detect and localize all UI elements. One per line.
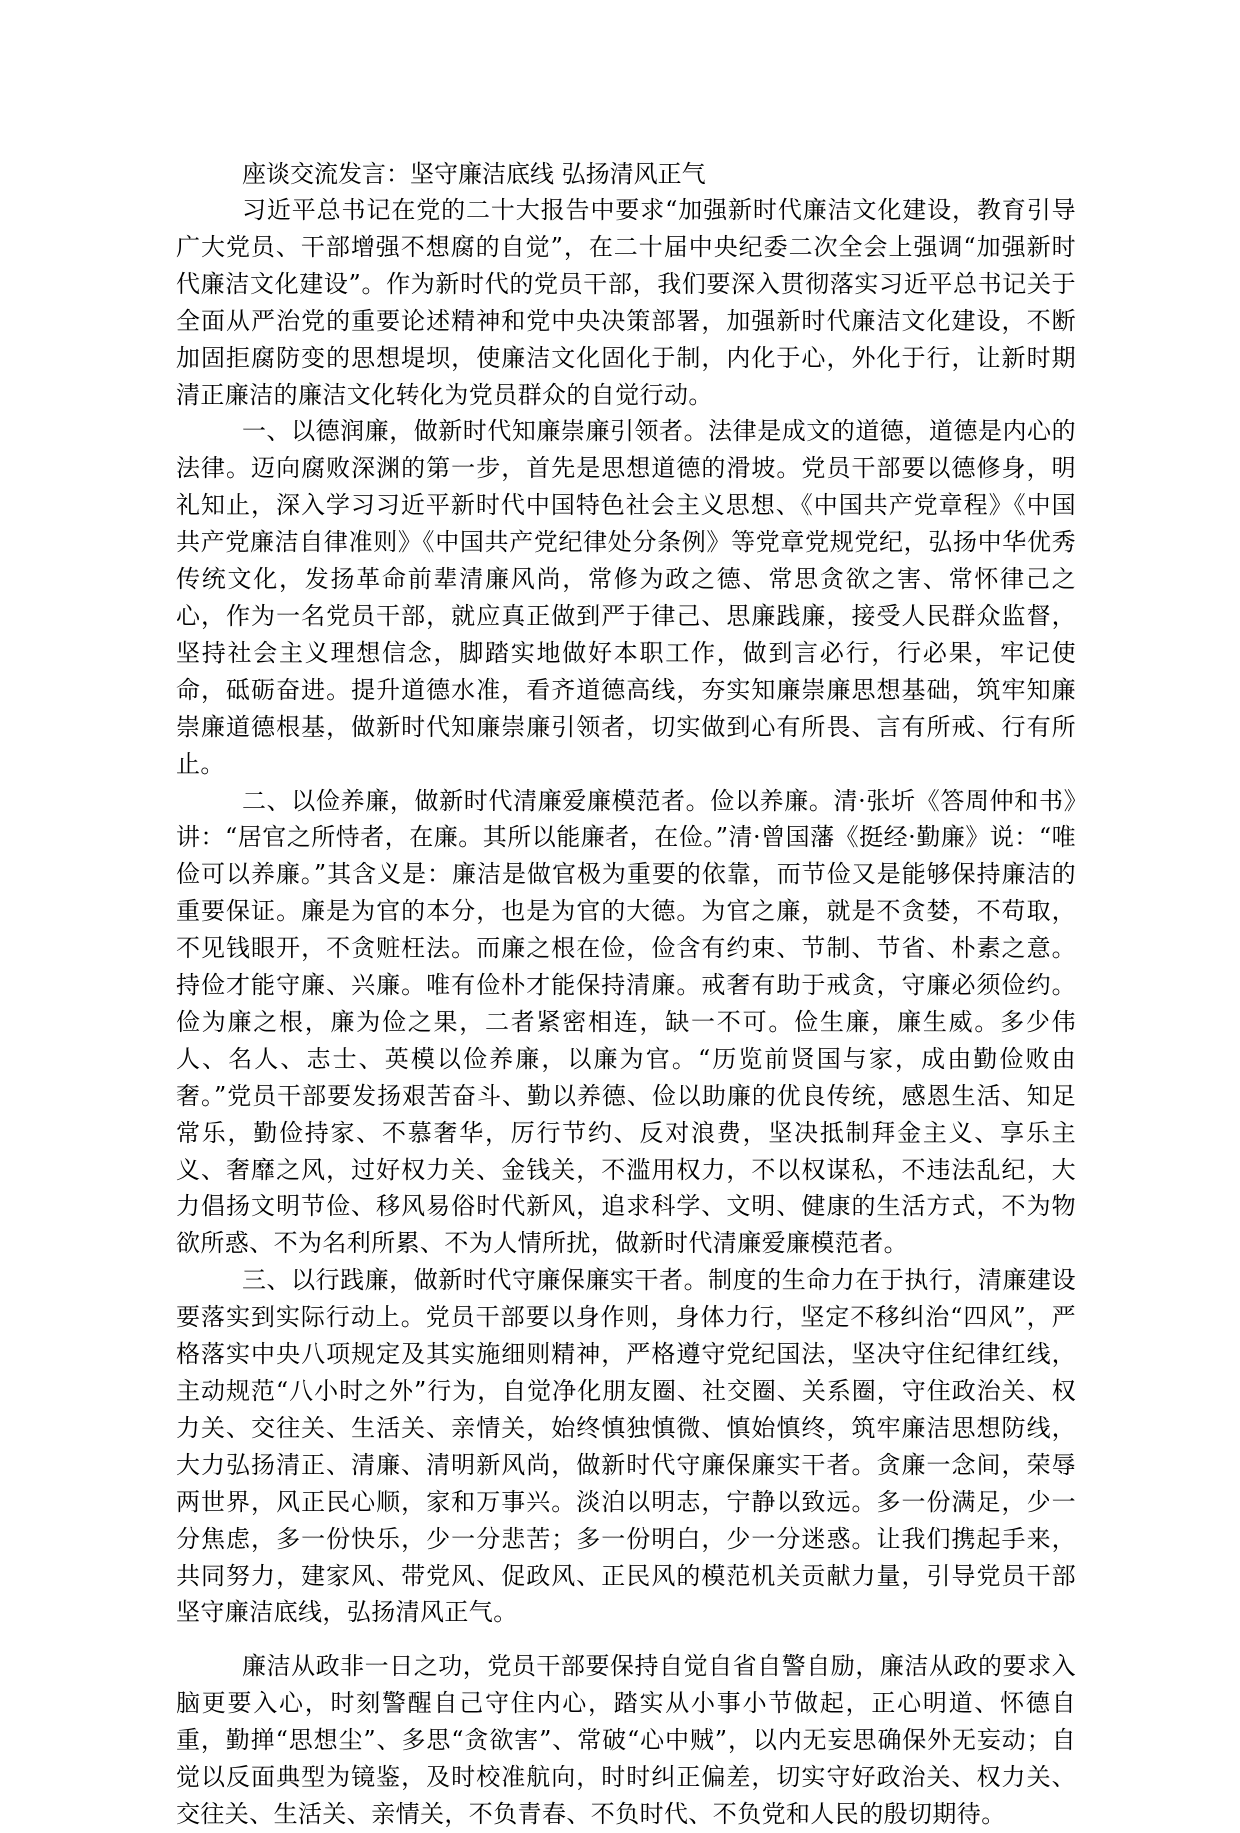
section-two-paragraph: 二、以俭养廉，做新时代清廉爱廉模范者。俭以养廉。清·张圻《答周仲和书》讲：“居官之所恃者，在廉。其所以能廉者，在俭。”清·曾国藩《挺经·勤廉》说：“唯俭可以养廉。”其含义是：廉洁是做官极为重要的依靠，而节俭又是能够保持廉洁的重要保证。廉是为官的本分，也是为官的大德。为官之廉，就是不贪婪，不苟取，不见钱眼开，不贪赃枉法。而廉之根在俭，俭含有约束、节制、节省、朴素之意。持俭才能守廉、兴廉。唯有俭朴才能保持清廉。戒奢有助于戒贪，守廉必须俭约。俭为廉之根，廉为俭之果，二者紧密相连，缺一不可。俭生廉，廉生威。多少伟人、名人、志士、英模以俭养廉，以廉为官。“历览前贤国与家，成由勤俭败由奢。”党员干部要发扬艰苦奋斗、勤以养德、俭以助廉的优良传统，感恩生活、知足常乐，勤俭持家、不慕奢华，厉行节约、反对浪费，坚决抵制拜金主义、享乐主义、奢靡之风，过好权力关、金钱关，不滥用权力，不以权谋私，不违法乱纪，大力倡扬文明节俭、移风易俗时代新风，追求科学、文明、健康的生活方式，不为物欲所惑、不为名利所累、不为人情所扰，做新时代清廉爱廉模范者。 bbox=[176, 786, 1076, 1258]
section-one-paragraph: 一、以德润廉，做新时代知廉崇廉引领者。法律是成文的道德，道德是内心的法律。迈向腐败深渊的第一步，首先是思想道德的滑坡。党员干部要以德修身，明礼知止，深入学习习近平新时代中国特色社会主义思想、《中国共产党章程》《中国共产党廉洁自律准则》《中国共产党纪律处分条例》等党章党规党纪，弘扬中华优秀传统文化，发扬革命前辈清廉风尚，常修为政之德、常思贪欲之害、常怀律己之心，作为一名党员干部，就应真正做到严于律己、思廉践廉，接受人民群众监督，坚持社会主义理想信念，脚踏实地做好本职工作，做到言必行，行必果，牢记使命，砥砺奋进。提升道德水准，看齐道德高线，夯实知廉崇廉思想基础，筑牢知廉崇廉道德根基，做新时代知廉崇廉引领者，切实做到心有所畏、言有所戒、行有所止。 bbox=[176, 417, 1076, 778]
document-page bbox=[176, 156, 1076, 1833]
section-three-paragraph: 三、以行践廉，做新时代守廉保廉实干者。制度的生命力在于执行，清廉建设要落实到实际行动上。党员干部要以身作则，身体力行，坚定不移纠治“四风”，严格落实中央八项规定及其实施细则精神，严格遵守党纪国法，坚决守住纪律红线，主动规范“八小时之外”行为，自觉净化朋友圈、社交圈、关系圈，守住政治关、权力关、交往关、生活关、亲情关，始终慎独慎微、慎始慎终，筑牢廉洁思想防线，大力弘扬清正、清廉、清明新风尚，做新时代守廉保廉实干者。贪廉一念间，荣辱两世界，风正民心顺，家和万事兴。淡泊以明志，宁静以致远。多一份满足，少一分焦虑，多一份快乐，少一分悲苦；多一份明白，少一分迷惑。让我们携起手来，共同努力，建家风、带党风、促政风、正民风的模范机关贡献力量，引导党员干部坚守廉洁底线，弘扬清风正气。 bbox=[176, 1266, 1076, 1627]
document-title: 座谈交流发言：坚守廉洁底线 弘扬清风正气 bbox=[242, 160, 706, 188]
closing-paragraph: 廉洁从政非一日之功，党员干部要保持自觉自省自警自励，廉洁从政的要求入脑更要入心，时刻警醒自己守住内心，踏实从小事小节做起，正心明道、怀德自重，勤掸“思想尘”、多思“贪欲害”、常破“心中贼”，以内无妄思确保外无妄动；自觉以反面典型为镜鉴，及时校准航向，时时纠正偏差，切实守好政治关、权力关、交往关、生活关、亲情关，不负青春、不负时代、不负党和人民的殷切期待。 bbox=[176, 1652, 1076, 1828]
intro-paragraph: 习近平总书记在党的二十大报告中要求“加强新时代廉洁文化建设，教育引导广大党员、干部增强不想腐的自觉”，在二十届中央纪委二次全会上强调“加强新时代廉洁文化建设”。作为新时代的党员干部，我们要深入贯彻落实习近平总书记关于全面从严治党的重要论述精神和党中央决策部署，加强新时代廉洁文化建设，不断加固拒腐防变的思想堤坝，使廉洁文化固化于制，内化于心，外化于行，让新时期清正廉洁的廉洁文化转化为党员群众的自觉行动。 bbox=[176, 196, 1076, 409]
